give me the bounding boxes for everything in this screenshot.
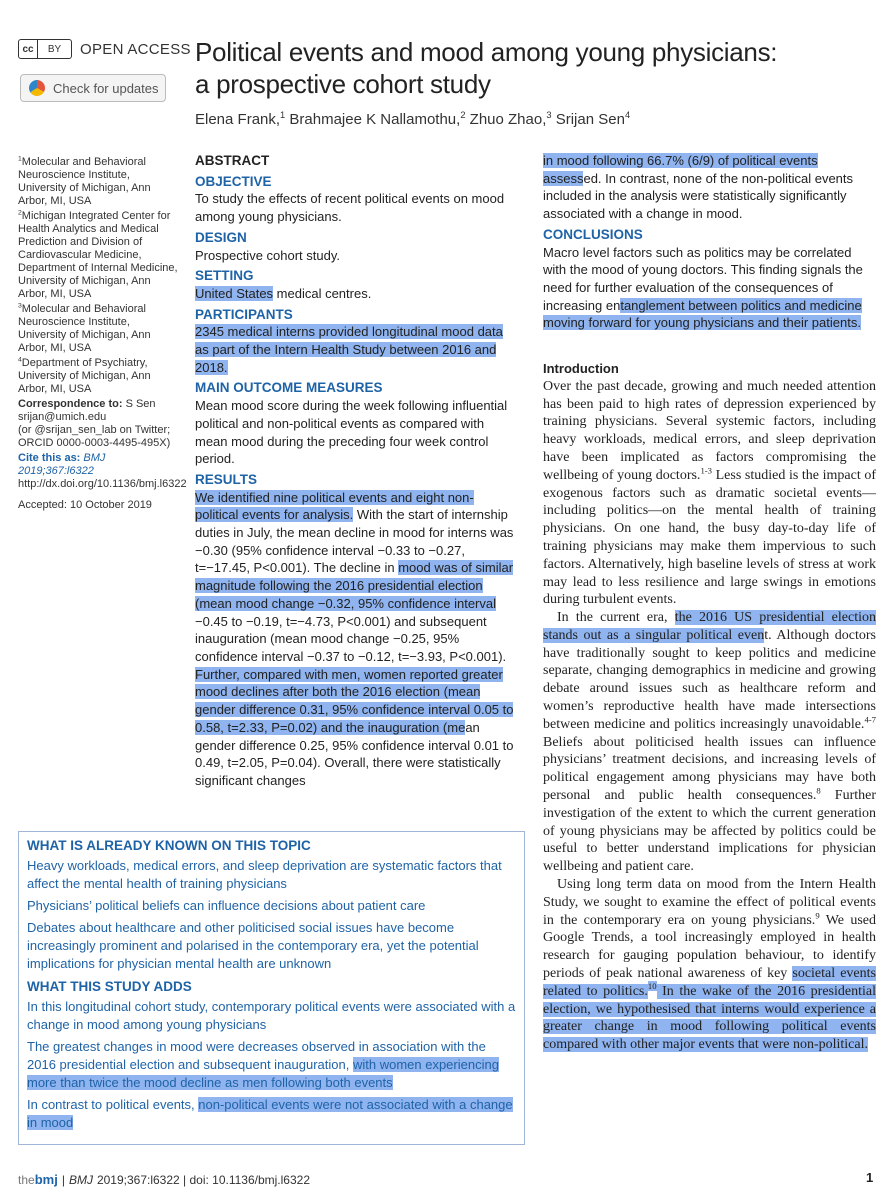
known-item: Heavy workloads, medical errors, and sleep deprivation are systematic factors that affect the mental health of training physicians [27, 858, 502, 891]
results-text [195, 489, 517, 790]
introduction-heading: Introduction [543, 361, 619, 377]
check-for-updates-label: Check for updates [53, 80, 159, 96]
citation-ref: 8 [816, 785, 821, 796]
author-name: Brahmajee K Nallamothu, [289, 111, 461, 128]
page-footer [18, 1172, 310, 1187]
correspondence-email[interactable]: srijan@umich.edu [18, 411, 107, 423]
correspondence-name: S Sen [125, 398, 156, 410]
participants-heading: PARTICIPANTS [195, 306, 293, 322]
cite-reference: BMJ 2019;367:l6322 [18, 452, 106, 477]
affiliation-number: 3 [18, 302, 22, 310]
adds-item [27, 1096, 516, 1132]
results-heading: RESULTS [195, 471, 258, 487]
affiliation-text: Molecular and Behavioral Neuroscience Institute, University of Michigan, Ann Arbor, MI, USA [18, 303, 151, 354]
para-text: Further investigation of the extent to which the current generation of young physicians may be affected by politics could be useful to better understand implications for physician wellbeing and patient care. [543, 788, 877, 875]
affiliation-number: 2 [18, 209, 22, 217]
crossmark-icon [29, 80, 45, 96]
adds-item [27, 1038, 516, 1092]
page-number: 1 [866, 1170, 874, 1185]
outcome-text: Mean mood score during the week following influential political and non-political events as compared with mean mood during the preceding four week control period. [195, 398, 508, 467]
highlight: We identified nine political events and eight non-political events for analysis. [195, 489, 474, 523]
adds-text: In contrast to political events, [27, 1097, 199, 1112]
footer-journal: BMJ [68, 1173, 93, 1187]
logo-bmj: bmj [34, 1172, 58, 1187]
known-heading: WHAT IS ALREADY KNOWN ON THIS TOPIC [27, 838, 311, 853]
open-access-label: OPEN ACCESS [80, 40, 191, 58]
cc-by-icon: cc BY [18, 39, 72, 59]
conclusions-heading: CONCLUSIONS [543, 226, 643, 242]
author-affiliation-ref: 2 [460, 110, 466, 120]
author-affiliation-ref: 3 [546, 110, 552, 120]
intro-paragraph [543, 609, 876, 876]
affiliation [18, 210, 178, 301]
setting-heading: SETTING [195, 268, 254, 284]
citation-ref: 1-3 [700, 465, 712, 476]
affiliation-number: 4 [18, 356, 22, 364]
cite-this-as [18, 452, 187, 491]
para-text: t. Although doctors have traditionally sought to keep politics and medicine separate, changing demographics in medicine and growing debate around issues such as healthcare reform and women’s reproductive health have made intersections between medicine and politics increasingly unavoidable. [543, 627, 876, 732]
footer-separator: | [61, 1173, 65, 1187]
right-column [543, 152, 876, 1054]
article-title: Political events and mood among young physicians: a prospective cohort study [195, 37, 778, 99]
highlight: in mood following 66.7% (6/9) of political events assess [543, 153, 818, 186]
abstract-column [195, 152, 517, 790]
accepted-date: Accepted: 10 October 2019 [18, 499, 152, 511]
highlight: tanglement between politics and medicine moving forward for young physicians and their patients. [543, 297, 862, 331]
results-continued-text: ed. In contrast, none of the non-political events included in the analysis were statistically significantly associated with a change in mood. [543, 170, 854, 222]
highlight: non-political events were not associated with a change in mood [27, 1097, 513, 1130]
citation-ref: 10 [647, 981, 657, 992]
para-text: In the current era, [557, 610, 675, 626]
intro-paragraph [543, 378, 876, 609]
highlight: mood was of similar magnitude following the 2016 presidential election (mean mood change −0.32, 95% confidence interval [195, 560, 514, 611]
highlight: the 2016 US presidential election stands out as a singular political even [543, 610, 876, 643]
results-text-part: With the start of internship duties in July, the mean decline in mood for interns was −0.30 (95% confidence interval −0.33 to −0.27, t=−17.45, P<0.001). The decline in [195, 507, 514, 576]
correspondence-twitter: (or @srijan_sen_lab on Twitter; ORCID 0000-0003-4495-495X) [18, 424, 171, 449]
para-text: We used Google Trends, a tool increasingly employed in health research for gauging population behaviour, to identify periods of peak national awareness of key [543, 912, 876, 982]
author-affiliation-ref: 1 [280, 110, 286, 120]
author-name: Srijan Sen [555, 111, 625, 128]
highlight: societal events related to politics. [543, 966, 876, 999]
setting-text [195, 285, 517, 303]
affiliation [18, 156, 178, 208]
conclusions-text-part: Macro level factors such as politics may be correlated with the mood of young doctors. This finding signals the need for further evaluation of the consequences of increasing en [543, 244, 863, 313]
highlight: 2345 medical interns provided longitudinal mood data as part of the Intern Health Study between 2016 and 2018. [195, 324, 503, 375]
participants-text [195, 323, 517, 376]
highlight: with women experiencing more than twice the mood decline as men following both events [27, 1057, 499, 1090]
correspondence-label: Correspondence to: [18, 398, 123, 410]
objective-heading: OBJECTIVE [195, 173, 272, 189]
para-text: Over the past decade, growing and much needed attention has been paid to high rates of depression experienced by training physicians. Several systemic factors, including heavy workloads, medical errors, and sleep deprivation have been implicated as factors compromising the wellbeing of young doctors. [543, 378, 876, 483]
known-item: Physicians’ political beliefs can influence decisions about patient care [27, 898, 426, 913]
results-continued [543, 152, 876, 223]
affiliations-column [18, 155, 187, 512]
para-text: Using long term data on mood from the Intern Health Study, we sought to examine the effect of political events in the contemporary era on young physicians. [543, 877, 876, 928]
citation-ref: 4-7 [864, 714, 876, 725]
author-affiliation-ref: 4 [624, 110, 631, 120]
summary-box [18, 831, 525, 1145]
affiliation-text: Molecular and Behavioral Neuroscience Institute, University of Michigan, Ann Arbor, MI, USA [18, 156, 151, 207]
author-name: Zhuo Zhao, [469, 111, 547, 128]
adds-text: The greatest changes in mood were decreases observed in association with the 2016 presidential election and subsequent inauguration, [27, 1039, 486, 1072]
open-access-badge [18, 38, 191, 60]
highlight: In the wake of the 2016 presidential election, we hypothesised that interns would experience a greater change in mood following political events compared with other major events that were non-political. [543, 983, 876, 1053]
adds-item: In this longitudinal cohort study, contemporary political events were associated with a change in mood among young physicians [27, 999, 516, 1032]
affiliation-number: 1 [18, 155, 22, 163]
affiliation-text: Department of Psychiatry, University of Michigan, Ann Arbor, MI, USA [18, 357, 151, 395]
design-heading: DESIGN [195, 229, 247, 245]
correspondence [18, 398, 178, 450]
results-text-part: −0.45 to −0.19, t=−4.73, P<0.001) and subsequent inauguration (mean mood change −0.25, 95% confidence interval −0.37 to −0.12, t=−3.93, P<0.001). [195, 613, 507, 664]
logo-the: the [18, 1173, 35, 1187]
cite-label: Cite this as: [18, 452, 81, 464]
affiliation [18, 303, 178, 355]
para-text: Less studied is the impact of exogenous factors such as dramatic societal events—including politics—on the mental health of training physicians. On one hand, the busy day-to-day life of training physicians may make them impervious to such factors. Alternatively, high baseline levels of stress at work may lead to less resilience and large swings in emotions during turbulent events. [543, 467, 876, 608]
footer-citation: 2019;367:l6322 | doi: 10.1136/bmj.l6322 [96, 1173, 311, 1187]
para-text: Beliefs about politicised health issues can influence physicians’ treatment decisions, and increasing levels of political engagement among physicians may have both personal and public health consequences. [543, 734, 876, 804]
affiliation [18, 357, 178, 396]
results-text-part: an gender difference 0.25, 95% confidence interval 0.01 to 0.49, t=2.05, P=0.04). Overall, there were statistically significant changes [195, 719, 514, 788]
objective-text: To study the effects of recent political events on mood among young physicians. [195, 191, 505, 225]
setting-text-rest: medical centres. [273, 285, 372, 301]
highlight: United States [195, 285, 274, 301]
doi-link[interactable]: http://dx.doi.org/10.1136/bmj.l6322 [18, 478, 187, 490]
intro-paragraph [543, 876, 876, 1054]
abstract-heading: ABSTRACT [195, 153, 270, 168]
outcome-heading: MAIN OUTCOME MEASURES [195, 380, 383, 396]
highlight: Further, compared with men, women reported greater mood declines after both the 2016 election (mean gender difference 0.31, 95% confidence interval 0.05 to 0.58, t=2.33, P=0.02) and the inauguration (me [195, 666, 514, 735]
affiliation-text: Michigan Integrated Center for Health Analytics and Medical Prediction and Division of Cardiovascular Medicine, Department of Internal Medicine, University of Michigan, Ann Arbor, MI, USA [18, 210, 178, 300]
design-text: Prospective cohort study. [195, 247, 340, 263]
check-for-updates-button[interactable] [20, 74, 166, 102]
conclusions-text [543, 244, 876, 333]
known-item: Debates about healthcare and other politicised social issues have become increasingly prominent and polarised in the contemporary era, yet the potential implications for physician mental health are unknown [27, 920, 479, 971]
adds-heading: WHAT THIS STUDY ADDS [27, 979, 192, 994]
author-name: Elena Frank, [195, 111, 281, 128]
bmj-logo [18, 1172, 58, 1187]
author-list [195, 111, 630, 128]
citation-ref: 9 [815, 909, 820, 920]
